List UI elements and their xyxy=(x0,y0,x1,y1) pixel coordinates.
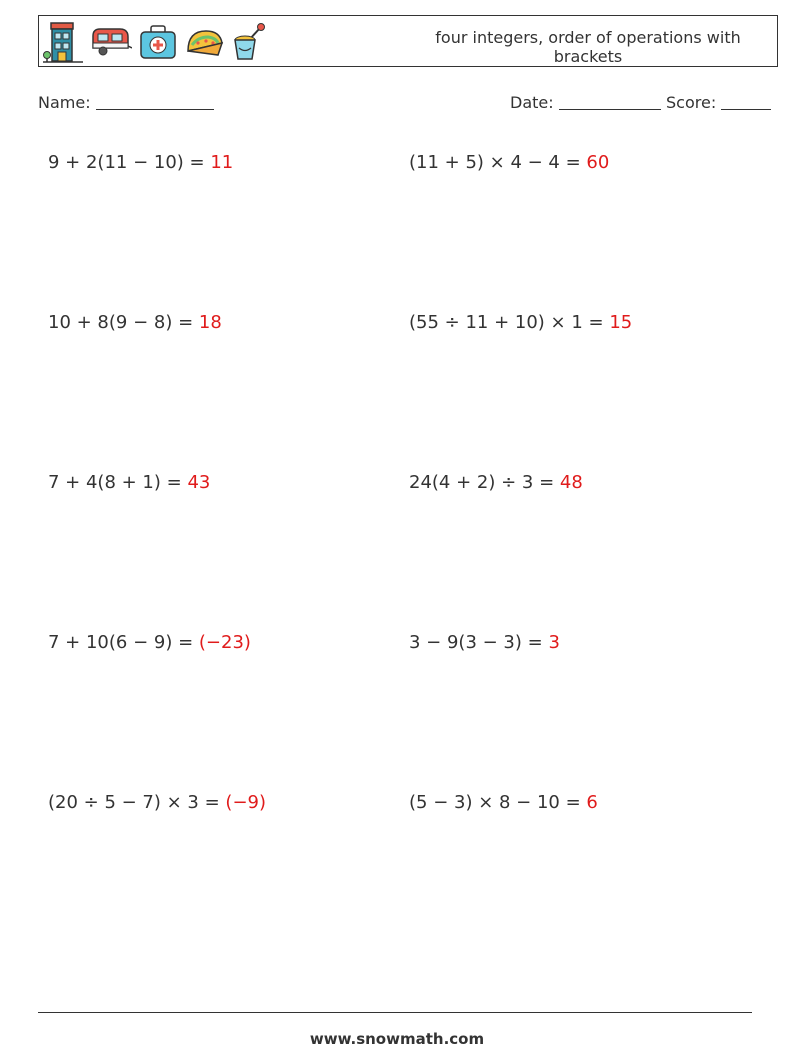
problem-answer: 43 xyxy=(187,472,211,493)
problem-expression: (11 + 5) × 4 − 4 = xyxy=(409,152,587,173)
problem-expression: 3 − 9(3 − 3) = xyxy=(409,632,549,653)
problem-expression: 9 + 2(11 − 10) = xyxy=(48,152,211,173)
problem-answer: 48 xyxy=(559,472,583,493)
problem-3 xyxy=(48,312,222,333)
score-blank[interactable] xyxy=(721,93,771,110)
name-label: Name: xyxy=(38,93,91,112)
camper-trailer-icon xyxy=(90,26,132,58)
sand-bucket-icon xyxy=(231,22,265,62)
problem-expression: (55 ÷ 11 + 10) × 1 = xyxy=(409,312,610,333)
problem-expression: (20 ÷ 5 − 7) × 3 = xyxy=(48,792,226,813)
name-field xyxy=(38,93,214,112)
problem-expression: 7 + 4(8 + 1) = xyxy=(48,472,188,493)
problem-expression: 7 + 10(6 − 9) = xyxy=(48,632,199,653)
problem-4 xyxy=(409,312,632,333)
problem-answer: 18 xyxy=(198,312,222,333)
problem-6 xyxy=(409,472,583,493)
building-icon xyxy=(43,21,83,63)
date-label: Date: xyxy=(510,93,554,112)
problem-8 xyxy=(409,632,560,653)
problem-9 xyxy=(48,792,266,813)
header-icons xyxy=(43,20,265,64)
problem-expression: 10 + 8(9 − 8) = xyxy=(48,312,199,333)
date-field xyxy=(510,93,661,112)
date-blank[interactable] xyxy=(559,93,661,110)
problem-answer: 60 xyxy=(586,152,610,173)
problem-answer: (−9) xyxy=(225,792,267,813)
problem-answer: 3 xyxy=(548,632,560,653)
problem-5 xyxy=(48,472,210,493)
name-blank[interactable] xyxy=(96,93,214,110)
problem-10 xyxy=(409,792,598,813)
problem-answer: 11 xyxy=(210,152,234,173)
problem-answer: 15 xyxy=(609,312,633,333)
problem-7 xyxy=(48,632,251,653)
score-field xyxy=(666,93,771,112)
problem-answer: (−23) xyxy=(198,632,251,653)
problem-answer: 6 xyxy=(586,792,598,813)
problem-2 xyxy=(409,152,609,173)
problem-expression: 24(4 + 2) ÷ 3 = xyxy=(409,472,560,493)
problem-1 xyxy=(48,152,233,173)
worksheet-title: four integers, order of operations with brackets xyxy=(435,28,741,66)
taco-icon xyxy=(184,25,224,59)
worksheet-header xyxy=(38,15,778,67)
first-aid-kit-icon xyxy=(139,23,177,61)
score-label: Score: xyxy=(666,93,717,112)
footer-site-link[interactable]: www.snowmath.com xyxy=(309,1030,485,1048)
problem-expression: (5 − 3) × 8 − 10 = xyxy=(409,792,587,813)
footer-divider xyxy=(38,1012,752,1013)
